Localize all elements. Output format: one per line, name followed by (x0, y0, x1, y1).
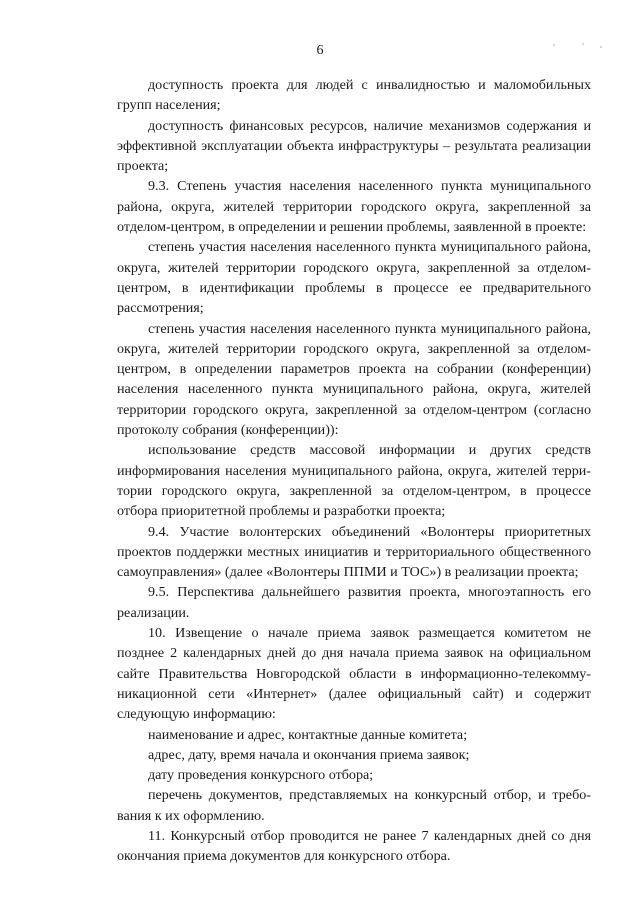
paragraph-problem-identification: степень участия населения населенного пункта муниципального района, округа, жителей территории городского округа, закрепленной за отделом-центром, в идентификации проблемы в процессе ее предварительного рассмотрения; (117, 239, 591, 317)
paragraph-committee-contacts: наименование и адрес, контактные данные комитета; (148, 726, 468, 743)
paragraph-9-4: 9.4. Участие волонтерских объединений «Волонтеры приоритетных проектов поддержки местных инициатив и территориального общественного самоуправления» (далее «Волонтеры ППМИ и ТОС») в реализации проекта; (117, 523, 591, 581)
paragraph-9-3: 9.3. Степень участия населения населенного пункта муниципального района, округа, жителей территории городского округа, закрепленной за отделом-центром, в определении и решении проблемы, заявленной в проекте: (117, 178, 591, 236)
paragraph-10: 10. Извещение о начале приема заявок размещается комитетом не позднее 2 календарных дней до дня начала приема заявок на официальном сайте Правительства Новгородской области в информационно-телекоммуникационной сети «Интернет» (далее официальный сайт) и содержит следующую информацию: (117, 625, 591, 723)
paragraph-11: 11. Конкурсный отбор проводится не ранее 7 календарных дней со дня окончания приема документов для конкурсного отбора. (117, 827, 591, 865)
paragraph-project-parameters: степень участия населения населенного пункта муниципального района, округа, жителей территории городского округа, закрепленной за отделом-центром, в определении параметров проекта на собрании (конференции) населения населенного пункта муниципального района, округа, жителей территории городского округа, закрепленной за отделом-центром (согласно протоколу собрания (конференции)): (117, 320, 591, 439)
paragraph-application-dates: адрес, дату, время начала и окончания приема заявок; (148, 746, 470, 763)
paragraph-document-list: перечень документов, представляемых на конкурсный отбор, и требования к их оформлению. (117, 787, 591, 824)
scan-speck (600, 46, 602, 48)
document-body (117, 75, 591, 867)
scan-speck (582, 43, 584, 45)
paragraph-mass-media: использование средств массовой информации и других средств информирования населения муниципального района, округа, жителей территории городского округа, закрепленной за отделом-центром, в процессе отбора приоритетной проблемы и разработки проекта; (117, 442, 591, 520)
paragraph-selection-date: дату проведения конкурсного отбора; (148, 767, 374, 784)
paragraph-financial-resources: доступность финансовых ресурсов, наличие механизмов содержания и эффективной эксплуатации объекта инфраструктуры – результата реализации проекта; (117, 117, 591, 175)
paragraph-9-5: 9.5. Перспектива дальнейшего развития проекта, многоэтапность его реализации. (117, 584, 591, 621)
scan-speck (553, 44, 555, 46)
page-number: 6 (316, 43, 324, 58)
paragraph-accessibility-disabled: доступность проекта для людей с инвалидностью и маломобильных групп населения; (117, 77, 591, 114)
